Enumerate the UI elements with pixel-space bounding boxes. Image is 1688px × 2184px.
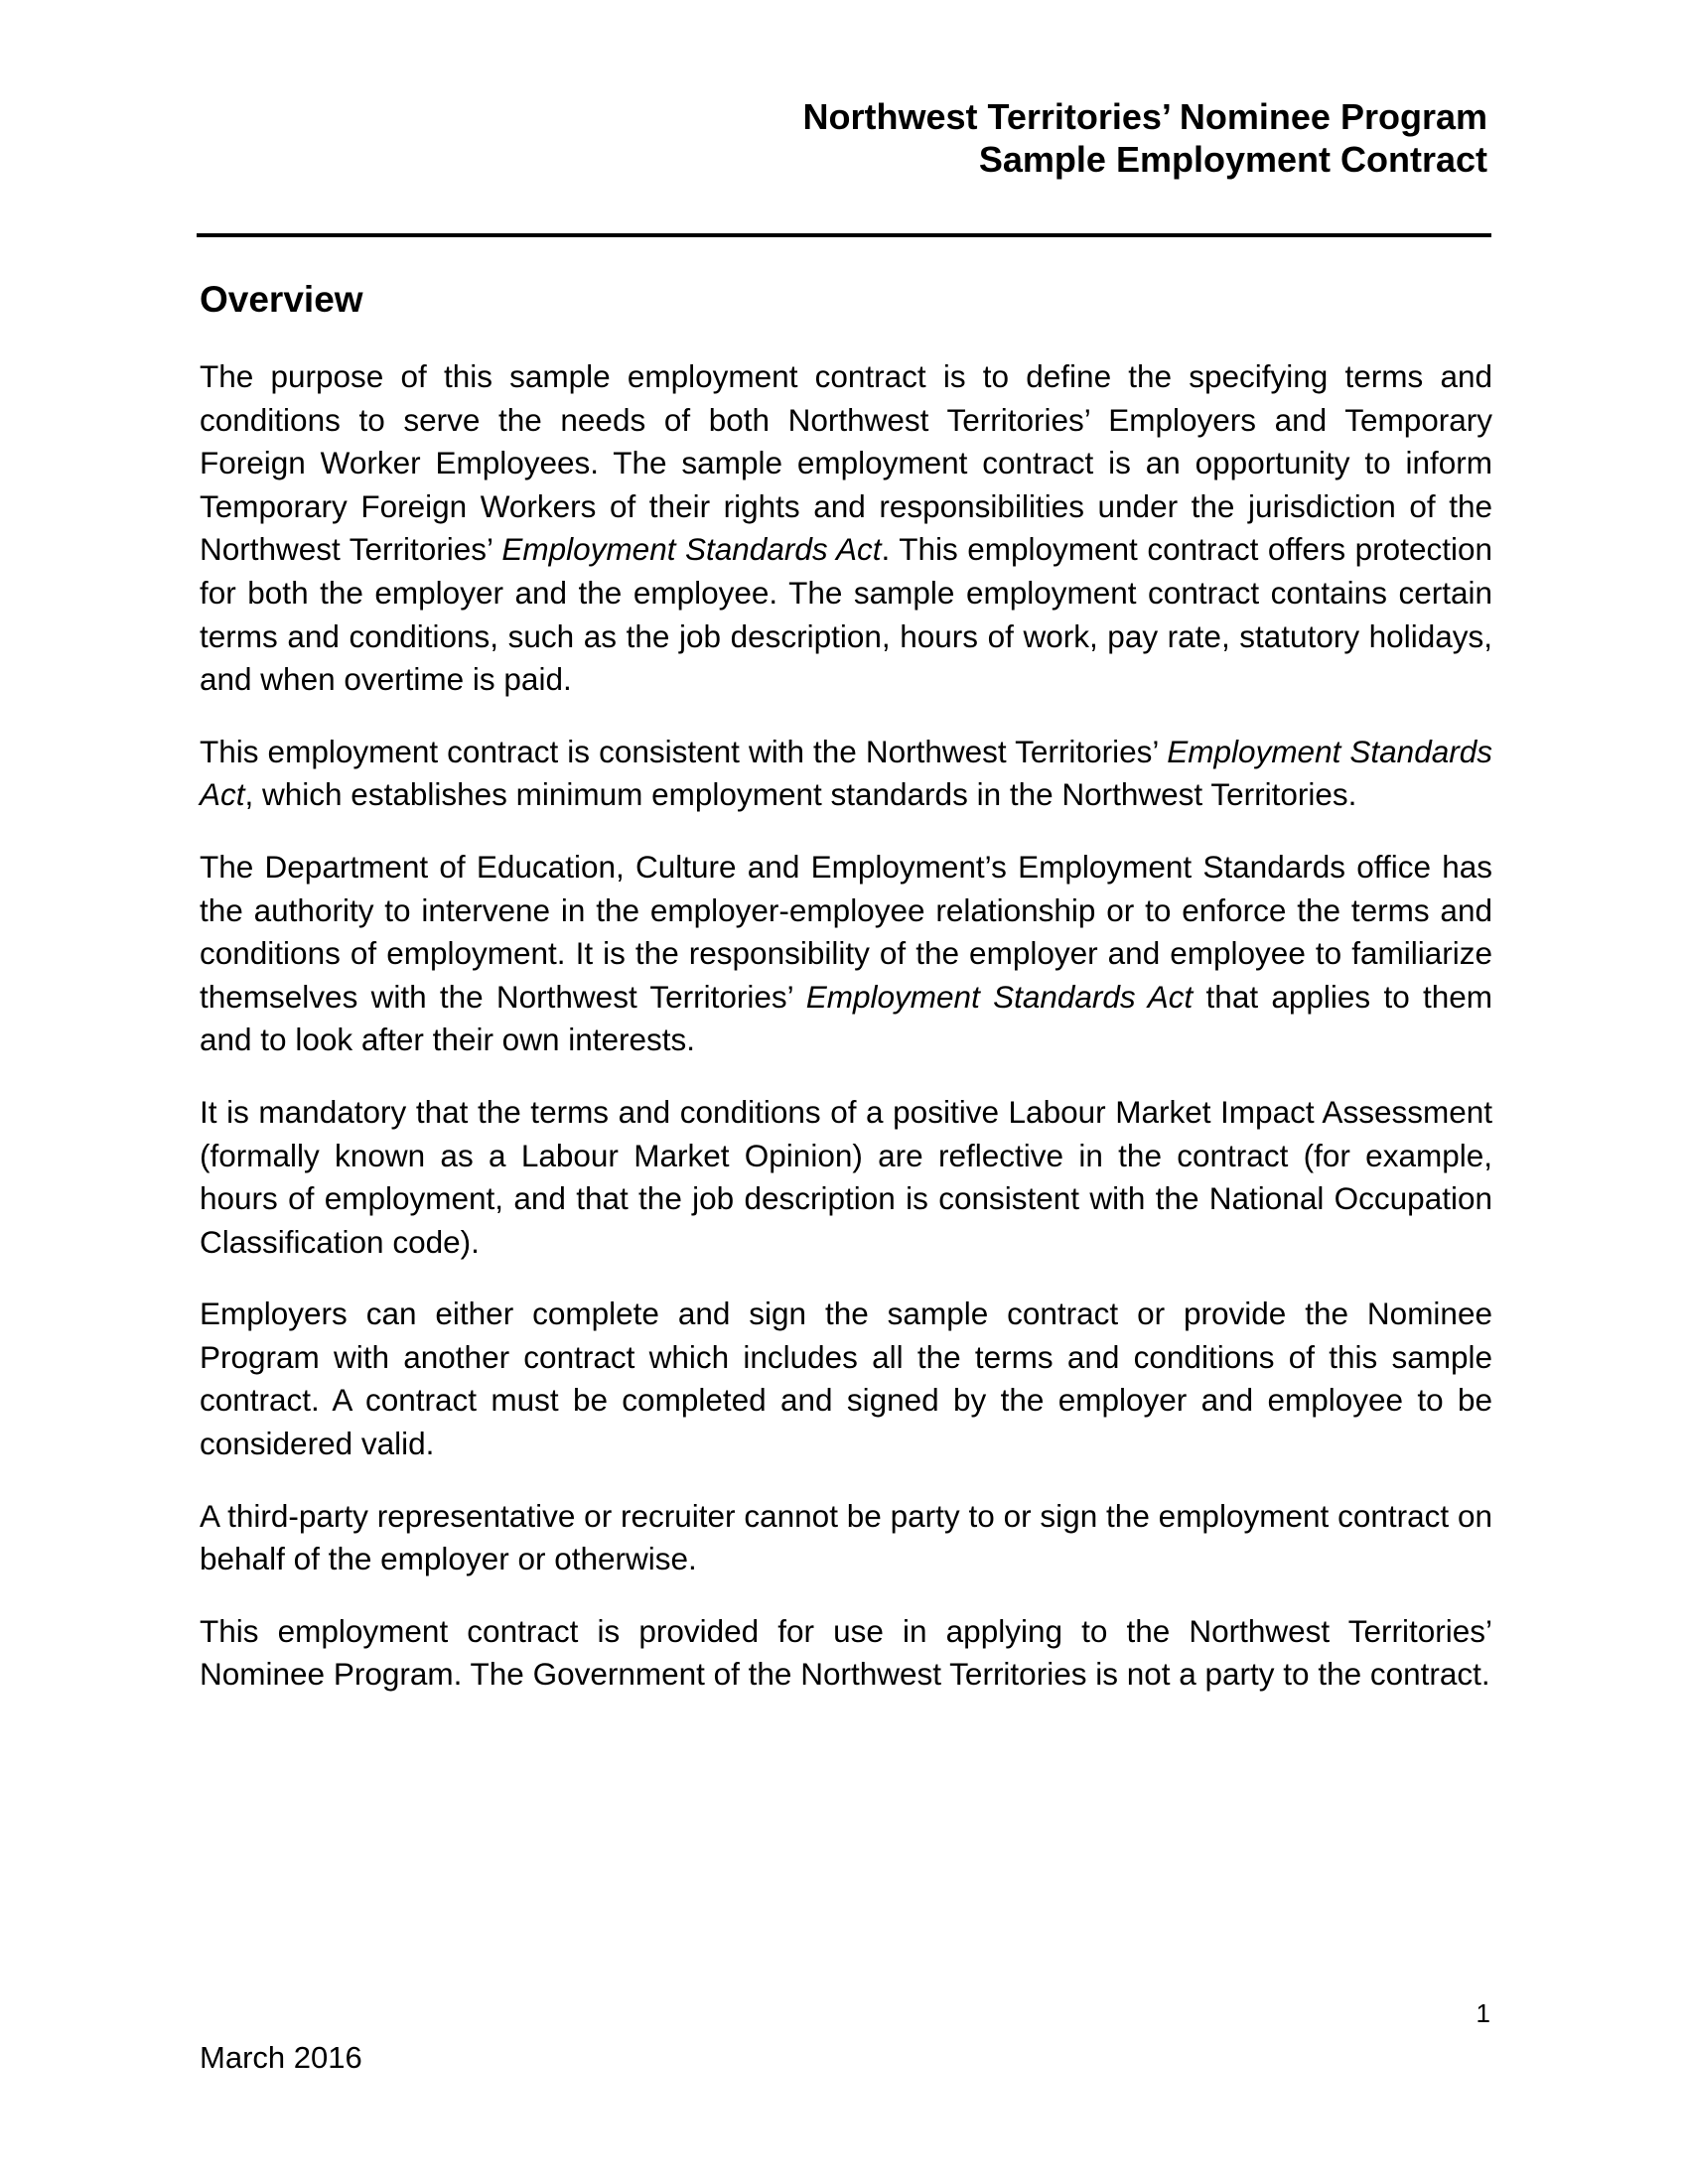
document-header: [802, 95, 1487, 181]
act-title: Employment Standards Act: [200, 733, 1492, 813]
paragraph-text: The Department of Education, Culture and Employment’s Employment Standards office has the authority to intervene in the employer-employee relationship or to enforce the terms and conditions of employment. It is the responsibility of the employer and employee to familiarize themselves with the Northwest Territories’: [200, 848, 1492, 1015]
paragraph-employers: Employers can either complete and sign the sample contract or provide the Nominee Program with another contract which includes all the terms and conditions of this sample contract. A contract must be completed and signed by the employer and employee to be considered valid.: [200, 1296, 1492, 1462]
paragraph-third-party: A third-party representative or recruiter cannot be party to or sign the employment contract on behalf of the employer or otherwise.: [200, 1497, 1492, 1577]
paragraph-consistency: [200, 731, 1492, 817]
header-document-title: Sample Employment Contract: [978, 139, 1487, 180]
paragraph-text: . This employment contract offers protection for both the employer and the employee. The sample employment contract contains certain terms and conditions, such as the job description, hours of work, pay rate, statutory holidays, and when overtime is paid.: [200, 531, 1493, 698]
paragraph-text: The purpose of this sample employment contract is to define the specifying terms and conditions to serve the needs of both Northwest Territories’ Employers and Temporary Foreign Worker Employees. The sample employment contract is an opportunity to inform Temporary Foreign Workers of their rights and responsibilities under the jurisdiction of the Northwest Territories’: [200, 358, 1492, 568]
overview-body: [200, 355, 1492, 1725]
section-heading-overview: Overview: [200, 279, 363, 320]
act-title: Employment Standards Act: [501, 531, 882, 568]
footer-date: March 2016: [200, 2040, 362, 2075]
paragraph-government: This employment contract is provided for use in applying to the Northwest Territories’ Nominee Program. The Government of the Northwest Territories is not a party to the contract.: [200, 1612, 1492, 1693]
paragraph-authority: [200, 846, 1492, 1062]
header-divider: [197, 233, 1491, 237]
paragraph-text: This employment contract is consistent with the Northwest Territories’: [200, 733, 1168, 769]
header-program-title: Northwest Territories’ Nominee Program: [802, 96, 1487, 137]
paragraph-purpose: [200, 355, 1492, 702]
paragraph-lmia: It is mandatory that the terms and conditions of a positive Labour Market Impact Assessment (formally known as a Labour Market Opinion) are reflective in the contract (for example, hours of employment, and that the job description is consistent with the National Occupation Classification code).: [200, 1093, 1492, 1260]
page-number: 1: [1476, 1998, 1490, 2028]
paragraph-text: , which establishes minimum employment standards in the Northwest Territories.: [244, 776, 1357, 813]
act-title: Employment Standards Act: [805, 978, 1194, 1015]
paragraph-text: that applies to them and to look after their own interests.: [200, 978, 1493, 1058]
